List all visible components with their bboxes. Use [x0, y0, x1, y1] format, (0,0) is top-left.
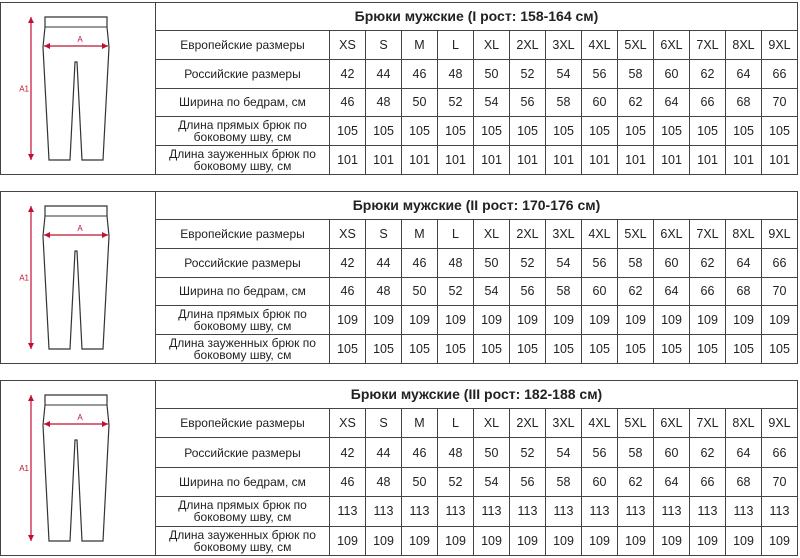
table-cell: 48 [438, 60, 474, 88]
table-cell: 7XL [690, 31, 726, 59]
table-cell: 105 [546, 335, 582, 363]
table-cell: 70 [772, 284, 787, 299]
table-cell: 101 [690, 146, 726, 174]
table-cell: 64 [654, 468, 690, 496]
table-cell: 66 [690, 278, 726, 306]
table-cell: 48 [366, 468, 402, 496]
table-cell: 113 [510, 497, 546, 525]
table-cell: 52 [438, 89, 474, 117]
table-cell: 109 [438, 306, 474, 334]
table-cell: 9XL [768, 226, 791, 241]
table-cell: 105 [726, 335, 762, 363]
table-cell: 8XL [726, 31, 762, 59]
table-cell: 46 [402, 249, 438, 277]
row-label: Длина зауженных брюк по боковому шву, см [156, 335, 330, 363]
table-cell: 64 [726, 60, 762, 88]
table-cell: 105 [402, 335, 438, 363]
row-label: Российские размеры [156, 438, 330, 466]
row-label: Российские размеры [156, 249, 330, 277]
table-cell: XS [330, 409, 366, 437]
table-row [156, 335, 797, 363]
table-cell: 62 [690, 249, 726, 277]
table-cell: 62 [618, 89, 654, 117]
table-cell: 113 [546, 497, 582, 525]
table-cell: 109 [769, 533, 790, 548]
table-cell: 101 [582, 146, 618, 174]
size-table [156, 192, 797, 363]
table-cell: 105 [654, 335, 690, 363]
table-cell: 113 [690, 497, 726, 525]
table-row [156, 306, 797, 335]
table-cell: 70 [772, 475, 787, 490]
table-cell: S [366, 31, 402, 59]
section-title: Брюки мужские (I рост: 158-164 см) [156, 3, 797, 31]
table-cell: 109 [726, 306, 762, 334]
table-row [156, 438, 797, 467]
table-row [156, 249, 797, 278]
table-cell: 56 [582, 60, 618, 88]
row-label: Европейские размеры [156, 220, 330, 248]
table-cell: 6XL [654, 31, 690, 59]
table-cell: 105 [654, 117, 690, 145]
table-cell: L [438, 409, 474, 437]
table-cell: 52 [510, 438, 546, 466]
table-cell: 4XL [582, 409, 618, 437]
table-cell: 58 [618, 249, 654, 277]
table-cell: 109 [690, 306, 726, 334]
trousers-illustration [1, 3, 156, 174]
table-cell: 56 [582, 438, 618, 466]
table-cell: 62 [690, 438, 726, 466]
table-cell: 3XL [546, 31, 582, 59]
table-cell: 46 [330, 278, 366, 306]
table-cell: 42 [330, 249, 366, 277]
table-cell: 105 [618, 117, 654, 145]
table-cell: 48 [366, 278, 402, 306]
table-cell: 109 [366, 527, 402, 555]
table-row [156, 117, 797, 146]
table-cell: 109 [402, 306, 438, 334]
size-section [0, 2, 798, 175]
trousers-icon [1, 3, 154, 174]
table-row [156, 220, 797, 249]
table-cell: 54 [474, 89, 510, 117]
table-cell: 68 [726, 468, 762, 496]
table-row [156, 60, 797, 89]
table-cell: L [438, 220, 474, 248]
table-cell: 52 [510, 249, 546, 277]
table-cell: 101 [510, 146, 546, 174]
table-cell: 7XL [690, 409, 726, 437]
section-title: Брюки мужские (II рост: 170-176 см) [156, 192, 797, 220]
table-cell: 109 [726, 527, 762, 555]
table-cell: 5XL [618, 409, 654, 437]
table-cell: 2XL [510, 31, 546, 59]
table-cell: 4XL [582, 220, 618, 248]
trousers-outline [43, 206, 109, 349]
width-label: A [77, 413, 83, 422]
table-cell: M [402, 31, 438, 59]
table-cell: 54 [474, 468, 510, 496]
table-cell: 52 [510, 60, 546, 88]
table-cell: 5XL [618, 31, 654, 59]
table-cell: 56 [582, 249, 618, 277]
table-cell: S [366, 409, 402, 437]
table-cell: 113 [769, 504, 790, 519]
table-cell: 60 [654, 438, 690, 466]
table-cell: 105 [769, 124, 790, 139]
table-cell: 113 [726, 497, 762, 525]
row-label: Ширина по бедрам, см [156, 468, 330, 496]
table-row [156, 89, 797, 118]
table-cell: 60 [582, 89, 618, 117]
table-cell: 66 [690, 89, 726, 117]
table-cell: 105 [582, 335, 618, 363]
table-cell: 3XL [546, 220, 582, 248]
table-cell: 46 [402, 60, 438, 88]
row-label: Европейские размеры [156, 409, 330, 437]
table-cell: 101 [474, 146, 510, 174]
table-cell: XS [330, 31, 366, 59]
table-cell: 56 [510, 278, 546, 306]
table-row [156, 409, 797, 438]
table-cell: S [366, 220, 402, 248]
table-cell: 105 [726, 117, 762, 145]
table-cell: 50 [474, 438, 510, 466]
size-section [0, 191, 798, 364]
table-cell: 105 [546, 117, 582, 145]
table-cell: 62 [618, 468, 654, 496]
row-label: Длина прямых брюк по боковому шву, см [156, 117, 330, 145]
table-cell: 7XL [690, 220, 726, 248]
table-cell: 50 [402, 468, 438, 496]
table-cell: 6XL [654, 220, 690, 248]
table-cell: 101 [546, 146, 582, 174]
table-cell: 105 [330, 335, 366, 363]
table-cell: 42 [330, 60, 366, 88]
table-cell: 101 [654, 146, 690, 174]
table-cell: 9XL [768, 416, 791, 431]
table-cell: 44 [366, 60, 402, 88]
table-cell: 113 [366, 497, 402, 525]
size-table [156, 3, 797, 174]
table-cell: M [402, 220, 438, 248]
table-cell: XL [474, 31, 510, 59]
trousers-icon [1, 192, 154, 363]
row-label: Ширина по бедрам, см [156, 278, 330, 306]
table-cell: 105 [402, 117, 438, 145]
table-cell: 58 [546, 468, 582, 496]
table-cell: 50 [474, 60, 510, 88]
table-cell: 46 [402, 438, 438, 466]
table-cell: 109 [769, 313, 790, 328]
table-cell: 5XL [618, 220, 654, 248]
size-section [0, 380, 798, 556]
table-cell: 113 [330, 497, 366, 525]
table-cell: 66 [690, 468, 726, 496]
table-cell: 105 [330, 117, 366, 145]
table-cell: 101 [618, 146, 654, 174]
table-cell: XL [474, 220, 510, 248]
table-cell: 42 [330, 438, 366, 466]
table-cell: 54 [546, 60, 582, 88]
trousers-outline [43, 17, 109, 160]
table-cell: 56 [510, 89, 546, 117]
table-cell: 109 [510, 527, 546, 555]
table-cell: 44 [366, 438, 402, 466]
table-cell: 109 [546, 527, 582, 555]
table-cell: 68 [726, 89, 762, 117]
table-cell: 50 [474, 249, 510, 277]
table-cell: 48 [366, 89, 402, 117]
table-cell: 105 [366, 335, 402, 363]
table-cell: 54 [474, 278, 510, 306]
table-cell: 105 [474, 335, 510, 363]
table-cell: 109 [546, 306, 582, 334]
table-cell: 109 [474, 306, 510, 334]
length-label: A1 [19, 84, 29, 94]
size-table [156, 381, 797, 555]
table-cell: 60 [582, 278, 618, 306]
table-cell: 109 [366, 306, 402, 334]
length-label: A1 [19, 464, 29, 473]
table-cell: 66 [772, 445, 787, 460]
table-cell: 2XL [510, 220, 546, 248]
table-cell: 109 [690, 527, 726, 555]
table-cell: 52 [438, 468, 474, 496]
table-cell: 50 [402, 278, 438, 306]
table-cell: 9XL [768, 37, 791, 52]
table-cell: 109 [654, 306, 690, 334]
table-cell: 109 [474, 527, 510, 555]
row-label: Длина прямых брюк по боковому шву, см [156, 497, 330, 525]
table-cell: 64 [726, 249, 762, 277]
table-cell: 113 [474, 497, 510, 525]
section-title: Брюки мужские (III рост: 182-188 см) [156, 381, 797, 409]
table-cell: 58 [546, 89, 582, 117]
row-label: Длина прямых брюк по боковому шву, см [156, 306, 330, 334]
length-label: A1 [19, 273, 29, 283]
table-cell: 70 [772, 95, 787, 110]
table-cell: 109 [402, 527, 438, 555]
width-label: A [77, 35, 83, 44]
row-label: Ширина по бедрам, см [156, 89, 330, 117]
table-cell: 56 [510, 468, 546, 496]
table-row [156, 497, 797, 526]
row-label: Российские размеры [156, 60, 330, 88]
table-cell: 105 [618, 335, 654, 363]
table-row [156, 527, 797, 555]
table-cell: 109 [654, 527, 690, 555]
table-cell: 58 [618, 438, 654, 466]
table-cell: 101 [402, 146, 438, 174]
table-cell: 105 [510, 117, 546, 145]
table-cell: 2XL [510, 409, 546, 437]
table-row [156, 146, 797, 174]
trousers-illustration [1, 381, 156, 555]
table-cell: 52 [438, 278, 474, 306]
trousers-outline [43, 395, 109, 541]
table-cell: 46 [330, 89, 366, 117]
table-cell: 109 [438, 527, 474, 555]
row-label: Длина зауженных брюк по боковому шву, см [156, 146, 330, 174]
table-cell: 3XL [546, 409, 582, 437]
table-cell: 54 [546, 438, 582, 466]
table-cell: 66 [772, 255, 787, 270]
table-cell: 105 [438, 335, 474, 363]
trousers-icon [1, 381, 154, 555]
table-cell: 44 [366, 249, 402, 277]
table-cell: 64 [654, 278, 690, 306]
table-cell: XS [330, 220, 366, 248]
table-cell: 101 [726, 146, 762, 174]
table-cell: 8XL [726, 220, 762, 248]
table-cell: 105 [366, 117, 402, 145]
table-cell: L [438, 31, 474, 59]
table-cell: 113 [582, 497, 618, 525]
table-cell: 109 [582, 306, 618, 334]
table-cell: 109 [618, 527, 654, 555]
table-cell: 105 [769, 342, 790, 357]
trousers-illustration [1, 192, 156, 363]
table-cell: 109 [618, 306, 654, 334]
table-cell: 60 [654, 60, 690, 88]
table-cell: 113 [402, 497, 438, 525]
row-label: Европейские размеры [156, 31, 330, 59]
table-cell: 58 [618, 60, 654, 88]
table-cell: 109 [330, 306, 366, 334]
table-cell: 101 [366, 146, 402, 174]
table-row [156, 278, 797, 307]
table-cell: 68 [726, 278, 762, 306]
table-cell: 54 [546, 249, 582, 277]
table-cell: 113 [618, 497, 654, 525]
table-cell: 60 [654, 249, 690, 277]
table-cell: 105 [690, 335, 726, 363]
table-row [156, 31, 797, 60]
table-cell: 113 [654, 497, 690, 525]
table-cell: 64 [654, 89, 690, 117]
table-cell: 109 [510, 306, 546, 334]
table-cell: 48 [438, 249, 474, 277]
table-cell: 6XL [654, 409, 690, 437]
table-cell: 105 [582, 117, 618, 145]
table-cell: 105 [474, 117, 510, 145]
table-cell: 62 [690, 60, 726, 88]
table-row [156, 468, 797, 497]
table-cell: 4XL [582, 31, 618, 59]
table-cell: 105 [438, 117, 474, 145]
table-cell: 64 [726, 438, 762, 466]
table-cell: 46 [330, 468, 366, 496]
table-cell: 62 [618, 278, 654, 306]
table-cell: XL [474, 409, 510, 437]
table-cell: 66 [772, 66, 787, 81]
table-cell: 109 [330, 527, 366, 555]
table-cell: 105 [510, 335, 546, 363]
table-cell: 109 [582, 527, 618, 555]
table-cell: 60 [582, 468, 618, 496]
table-cell: 101 [330, 146, 366, 174]
table-cell: 101 [438, 146, 474, 174]
table-cell: 105 [690, 117, 726, 145]
row-label: Длина зауженных брюк по боковому шву, см [156, 527, 330, 555]
table-cell: 101 [769, 153, 790, 168]
table-cell: 58 [546, 278, 582, 306]
table-cell: 113 [438, 497, 474, 525]
table-cell: 50 [402, 89, 438, 117]
table-cell: 48 [438, 438, 474, 466]
width-label: A [77, 224, 83, 233]
table-cell: 8XL [726, 409, 762, 437]
table-cell: M [402, 409, 438, 437]
